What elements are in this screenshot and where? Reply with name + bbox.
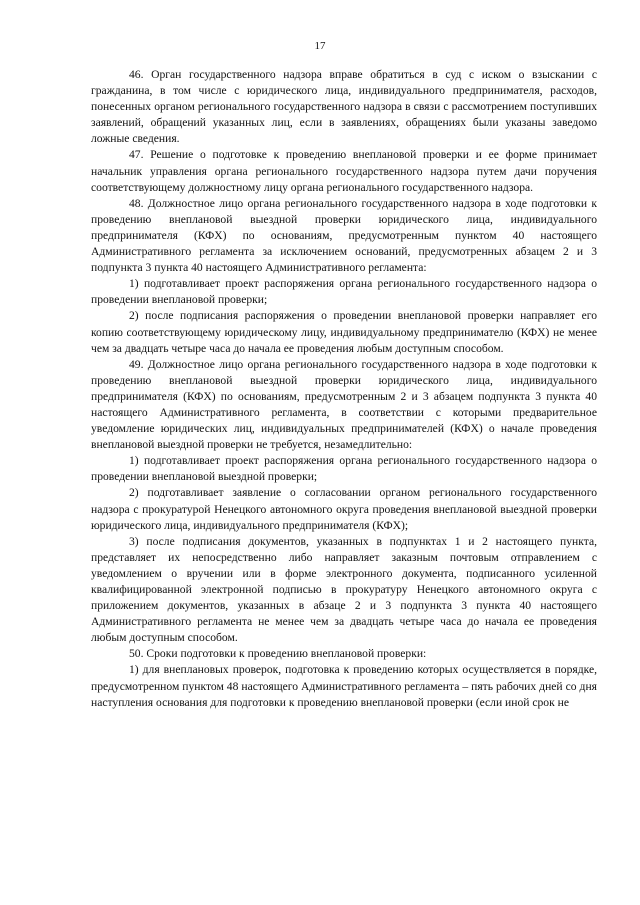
page-number: 17: [314, 40, 326, 52]
paragraph-46: 46. Орган государственного надзора вправе обратиться в суд с иском о взыскании с гражданина, в том числе с юридического лица, индивидуального предпринимателя, расходов, понесенных органом регионального государственного надзора в связи с рассмотрением поступивших заявлений, обращений указанных лиц, если в заявлениях, обращениях были указаны заведомо ложные сведения.: [91, 68, 597, 146]
paragraph-50-item-1: 1) для внеплановых проверок, подготовка к проведению которых осуществляется в порядке, предусмотренном пунктом 48 настоящего Административного регламента – пять рабочих дней со дня наступления основания для подготовки к проведению внеплановой проверки (если иной срок не: [91, 663, 597, 709]
paragraph-47: 47. Решение о подготовке к проведению внеплановой проверки и ее форме принимает начальник управления органа регионального государственного надзора путем дачи поручения соответствующему должностному лицу органа регионального государственного надзора.: [91, 148, 597, 194]
paragraph-48-item-2: 2) после подписания распоряжения о проведении внеплановой проверки направляет его копию соответствующему юридическому лицу, индивидуальному предпринимателю (КФХ) не менее чем за двадцать четыре часа до начала ее проведения любым доступным способом.: [91, 309, 597, 355]
paragraph-49-item-1: 1) подготавливает проект распоряжения органа регионального государственного надзора о проведении внеплановой выездной проверки;: [91, 454, 597, 484]
paragraph-49-item-2: 2) подготавливает заявление о согласовании органом регионального государственного надзора с прокуратурой Ненецкого автономного округа проведения внеплановой выездной проверки юридического лица, индивидуального предпринимателя (КФХ);: [91, 486, 597, 532]
document-body: [91, 67, 597, 711]
paragraph-48: 48. Должностное лицо органа регионального государственного надзора в ходе подготовки к проведению внеплановой выездной проверки юридического лица, индивидуального предпринимателя (КФХ) по основаниям, предусмотренным пунктом 40 настоящего Административного регламента за исключением оснований, предусмотренных абзацем 2 и 3 подпункта 3 пункта 40 настоящего Административного регламента:: [91, 196, 597, 275]
paragraph-49: 49. Должностное лицо органа регионального государственного надзора в ходе подготовки к проведению внеплановой выездной проверки юридического лица, индивидуального предпринимателя (КФХ) по основаниям, предусмотренным 2 и 3 абзацем подпункта 3 пункта 40 настоящего Административного регламента, в соответствии с которыми предварительное уведомление юридических лиц, индивидуальных предпринимателей (КФХ) о начале проведения внеплановой выездной проверки не требуется, незамедлительно:: [91, 357, 597, 452]
paragraph-49-item-3: 3) после подписания документов, указанных в подпунктах 1 и 2 настоящего пункта, представляет их непосредственно либо направляет заказным почтовым отправлением с уведомлением о вручении или в форме электронного документа, подписанного усиленной квалифицированной электронной подписью в прокуратуру Ненецкого автономного округа с приложением документов, указанных в абзаце 2 и 3 подпункта 3 пункта 40 настоящего Административного регламента не менее чем за двадцать четыре часа до начала ее проведения любым доступным способом.: [91, 534, 597, 645]
paragraph-48-item-1: 1) подготавливает проект распоряжения органа регионального государственного надзора о проведении внеплановой проверки;: [91, 277, 597, 307]
paragraph-50: 50. Сроки подготовки к проведению внеплановой проверки:: [129, 647, 427, 661]
